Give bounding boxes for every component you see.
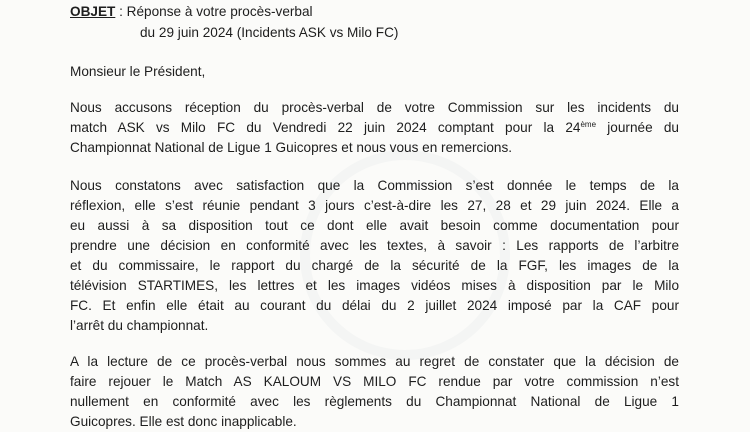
p2-line-1: Nous constatons avec satisfaction que la Commission s’est donnée le temps de la — [70, 178, 679, 193]
p2-line-7: FC. Et enfin elle était au courant du délai du 2 juillet 2024 imposé par la CAF pour — [70, 298, 679, 313]
salutation: Monsieur le Président, — [70, 64, 206, 79]
p2-line-5: et du commissaire, le rapport du chargé de la sécurité de la FGF, les images de la — [70, 258, 679, 273]
subject-text-1: Réponse à votre procès-verbal — [126, 4, 313, 19]
p2-line-3: eu aussi à sa disposition tout ce dont elle avait besoin comme documentation pour — [70, 218, 679, 233]
p1-line-3: Championnat National de Ligue 1 Guicopres et nous vous en remercions. — [70, 140, 513, 155]
subject-line-1 — [70, 2, 679, 22]
p2-line-8: l’arrêt du championnat. — [70, 318, 209, 333]
p1-line-1: Nous accusons réception du procès-verbal de votre Commission sur les incidents du — [70, 100, 679, 115]
ordinal-superscript: ème — [580, 120, 597, 129]
p2-line-4: prendre une décision en conformité avec les textes, à savoir : Les rapports de l’arbitre — [70, 238, 679, 253]
p1-line-2 — [70, 118, 679, 138]
subject-separator: : — [115, 4, 127, 19]
p3-line-3: nullement en conformité avec les règlements du Championnat National de Ligue 1 — [70, 394, 679, 409]
p1-line-2-end: journée du — [596, 120, 679, 135]
p1-line-2-text: match ASK vs Milo FC du Vendredi 22 juin 2024 comptant pour la 24 — [70, 120, 581, 135]
subject-line-2: du 29 juin 2024 (Incidents ASK vs Milo FC) — [140, 25, 399, 40]
subject-label: OBJET — [70, 4, 116, 19]
p3-line-4: Guicopres. Elle est donc inapplicable. — [70, 414, 297, 429]
p3-line-2: faire rejouer le Match AS KALOUM VS MILO FC rendue par votre commission n’est — [70, 374, 679, 389]
p2-line-2: réflexion, elle s’est réunie pendant 3 jours c’est-à-dire les 27, 28 et 29 juin 2024. Elle a — [70, 198, 679, 213]
p2-line-6: télévision STARTIMES, les lettres et les images vidéos mises à disposition par le Milo — [70, 278, 679, 293]
p3-line-1: A la lecture de ce procès-verbal nous sommes au regret de constater que la décision de — [70, 354, 679, 369]
